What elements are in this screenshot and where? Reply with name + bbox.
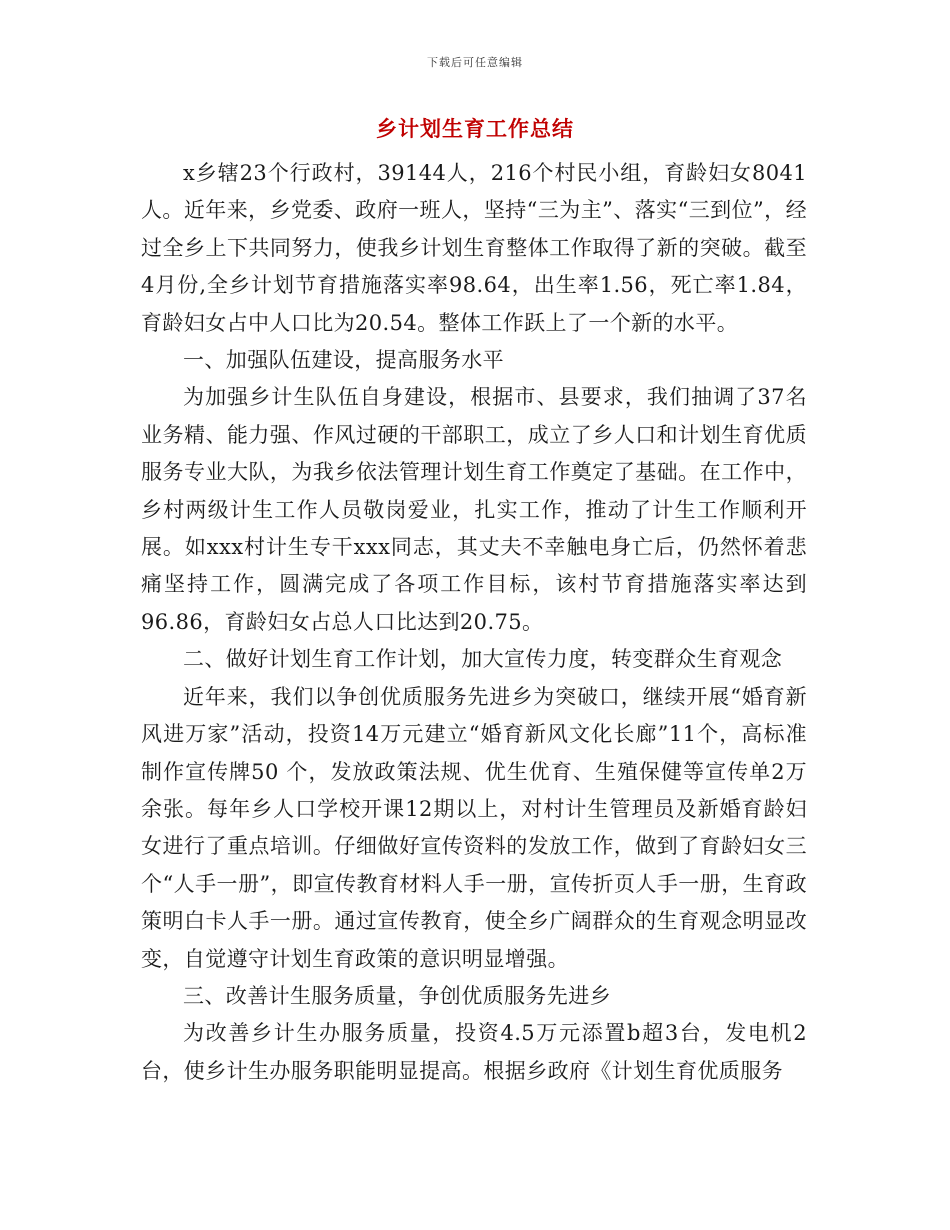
- section-heading-2: 二、做好计划生育工作计划，加大宣传力度，转变群众生育观念: [183, 647, 783, 672]
- section-paragraph-1: 为加强乡计生队伍自身建设，根据市、县要求，我们抽调了37名业务精、能力强、作风过硬的干部职工，成立了乡人口和计划生育优质服务专业大队，为我乡依法管理计划生育工作奠定了基础。在工作中，乡村两级计生工作人员敬岗爱业，扎实工作，推动了计生工作顺利开展。如xxx村计生专干xxx同志，其丈夫不幸触电身亡后，仍然怀着悲痛坚持工作，圆满完成了各项工作目标，该村节育措施落实率达到96.86，育龄妇女占总人口比达到20.75。: [141, 385, 807, 634]
- section-paragraph-2: 近年来，我们以争创优质服务先进乡为突破口，继续开展“婚育新风进万家”活动，投资14万元建立“婚育新风文化长廊”11个，高标准制作宣传牌50 个，发放政策法规、优生优育、生殖保健等宣传单2万余张。每年乡人口学校开课12期以上，对村计生管理员及新婚育龄妇女进行了重点培训。仔细做好宣传资料的发放工作，做到了育龄妇女三个“人手一册”，即宣传教育材料人手一册，宣传折页人手一册，生育政策明白卡人手一册。通过宣传教育，使全乡广阔群众的生育观念明显改变，自觉遵守计划生育政策的意识明显增强。: [141, 684, 807, 971]
- header-note: 下载后可任意编辑: [427, 56, 523, 69]
- section-heading-3: 三、改善计生服务质量，争创优质服务先进乡: [183, 983, 611, 1008]
- section-paragraph-3: 为改善乡计生办服务质量，投资4.5万元添置b超3台，发电机2台，使乡计生办服务职能明显提高。根据乡政府《计划生育优质服务: [141, 1021, 807, 1083]
- section-heading-1: 一、加强队伍建设，提高服务水平: [183, 348, 504, 373]
- intro-paragraph: x乡辖23个行政村，39144人，216个村民小组，育龄妇女8041人。近年来，乡党委、政府一班人，坚持“三为主”、落实“三到位”，经过全乡上下共同努力，使我乡计划生育整体工作取得了新的突破。截至4月份,全乡计划节育措施落实率98.64，出生率1.56，死亡率1.84，育龄妇女占中人口比为20.54。整体工作跃上了一个新的水平。: [141, 161, 807, 335]
- document-body: [141, 155, 807, 1090]
- document-title: 乡计划生育工作总结: [376, 116, 574, 141]
